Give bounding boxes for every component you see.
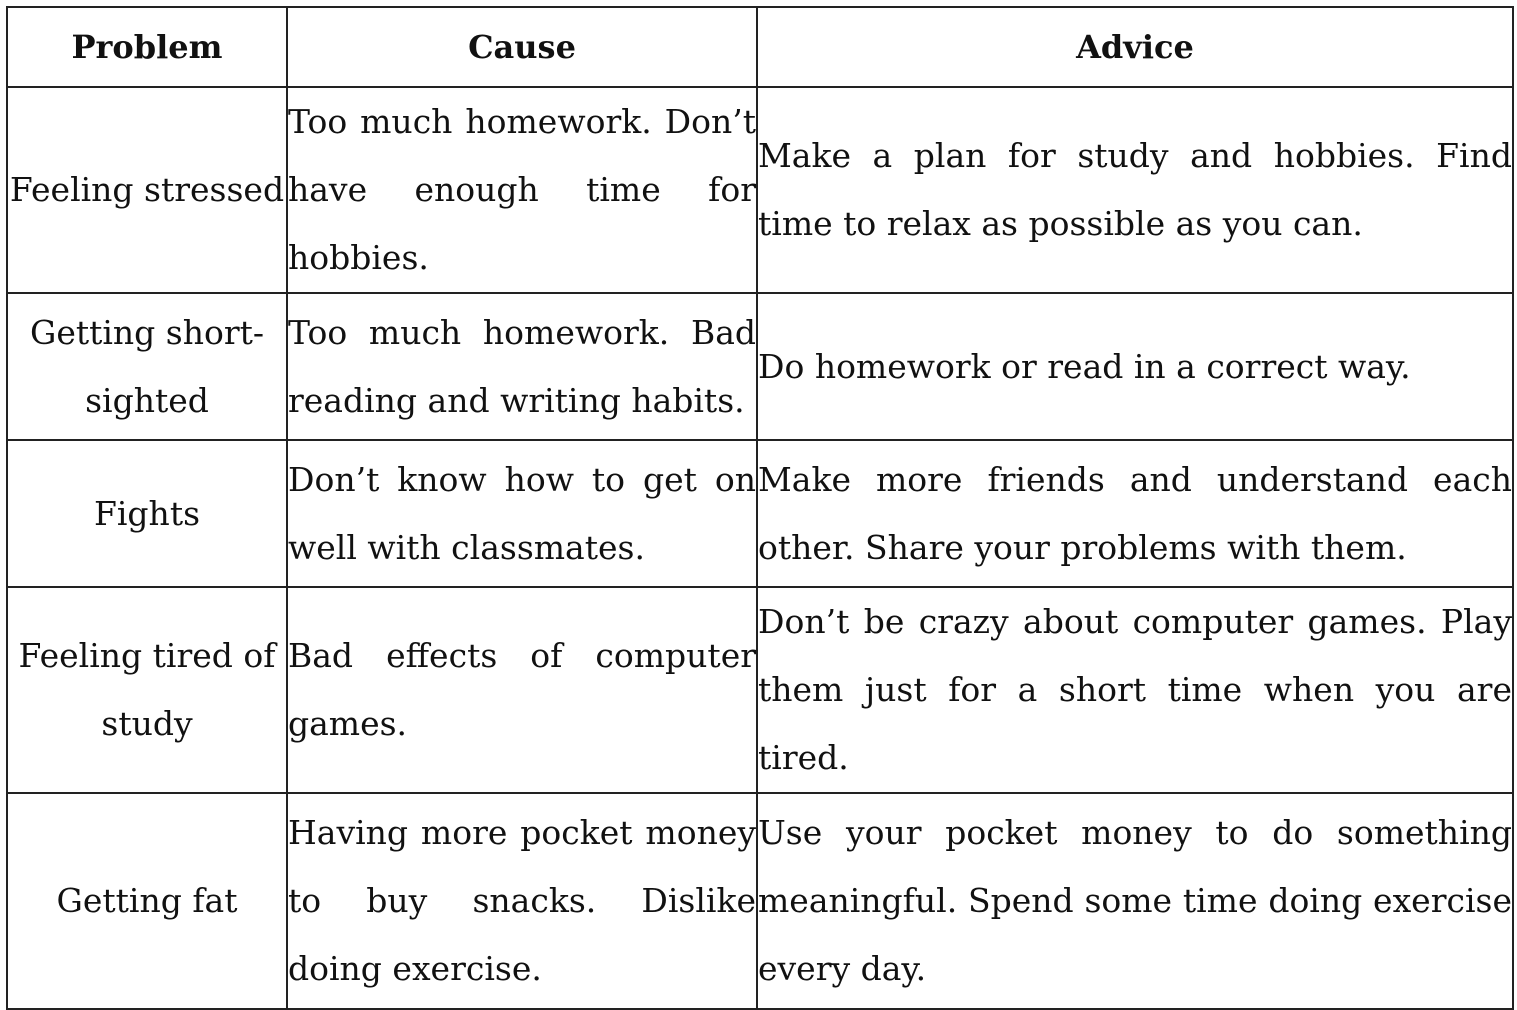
problem-cell: Getting fat [7,793,287,1009]
cause-cell: Having more pocket money to buy snacks. Dislike doing exercise. [287,793,757,1009]
advice-cell: Don’t be crazy about computer games. Play them just for a short time when you are tired. [757,587,1513,793]
table-row [7,587,1513,793]
header-row [7,7,1513,87]
problem-cell: Fights [7,440,287,587]
advice-cell: Do homework or read in a correct way. [757,293,1513,440]
header-advice: Advice [757,7,1513,87]
advice-cell: Make a plan for study and hobbies. Find time to relax as possible as you can. [757,87,1513,293]
table-row [7,87,1513,293]
table-row [7,440,1513,587]
advice-cell: Make more friends and understand each other. Share your problems with them. [757,440,1513,587]
problem-cell: Getting short-sighted [7,293,287,440]
problem-cause-advice-table [6,6,1514,1010]
cause-cell: Too much homework. Don’t have enough time for hobbies. [287,87,757,293]
table-row [7,293,1513,440]
cause-cell: Too much homework. Bad reading and writing habits. [287,293,757,440]
cause-cell: Bad effects of computer games. [287,587,757,793]
cause-cell: Don’t know how to get on well with classmates. [287,440,757,587]
problem-cell: Feeling stressed [7,87,287,293]
table-row [7,793,1513,1009]
advice-cell: Use your pocket money to do something meaningful. Spend some time doing exercise every day. [757,793,1513,1009]
problem-cell: Feeling tired of study [7,587,287,793]
header-problem: Problem [7,7,287,87]
header-cause: Cause [287,7,757,87]
